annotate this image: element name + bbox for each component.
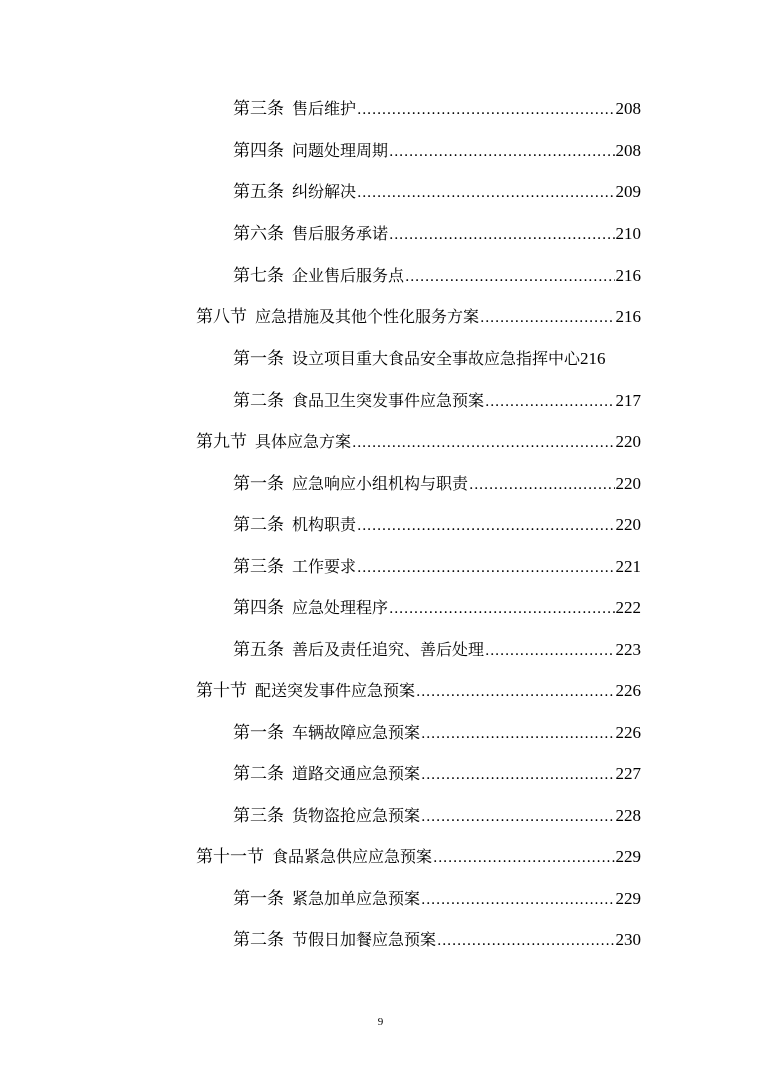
toc-entry-title: 配送突发事件应急预案 [255,681,416,700]
toc-leader-dots [421,722,614,745]
toc-entry-number: 第十一节 [196,847,264,867]
toc-leader-dots [421,888,614,911]
toc-entry[interactable] [233,513,641,537]
toc-entry-page: 229 [615,889,641,908]
toc-entry-title: 售后维护 [292,99,357,118]
toc-section-entry[interactable] [196,845,641,869]
toc-entry[interactable] [233,555,641,579]
toc-leader-dots [405,265,614,288]
toc-entry-number: 第十节 [196,681,247,701]
toc-entry[interactable] [233,721,641,745]
toc-entry-number: 第九节 [196,432,247,452]
toc-entry[interactable] [233,596,641,620]
toc-entry-number: 第三条 [233,806,284,826]
toc-entry-page: 227 [615,764,641,783]
toc-leader-dots [389,223,614,246]
toc-entry-page: 216 [615,307,641,326]
toc-leader-dots [469,473,614,496]
toc-leader-dots [421,805,614,828]
toc-leader-dots [389,597,614,620]
toc-entry-page: 220 [615,515,641,534]
toc-entry[interactable] [233,472,641,496]
toc-entry-title: 企业售后服务点 [292,266,405,285]
toc-entry-number: 第一条 [233,349,284,369]
toc-entry-number: 第五条 [233,640,284,660]
toc-leader-dots [485,390,614,413]
toc-entry-title: 纠纷解决 [292,182,357,201]
toc-entry-page: 228 [615,806,641,825]
toc-entry[interactable] [233,928,641,952]
toc-entry-page: 221 [615,557,641,576]
toc-entry-page: 217 [615,391,641,410]
toc-leader-dots [480,306,614,329]
toc-entry-title: 节假日加餐应急预案 [292,930,437,949]
toc-entry-page: 226 [615,681,641,700]
toc-entry-title: 道路交通应急预案 [292,764,421,783]
toc-entry-title: 车辆故障应急预案 [292,723,421,742]
toc-entry[interactable] [233,389,641,413]
toc-entry-title: 机构职责 [292,515,357,534]
toc-entry-number: 第三条 [233,557,284,577]
toc-entry-title: 应急措施及其他个性化服务方案 [255,307,480,326]
toc-section-entry[interactable] [196,305,641,329]
toc-entry-number: 第三条 [233,99,284,119]
toc-leader-dots [357,98,614,121]
toc-entry-number: 第二条 [233,764,284,784]
toc-entry-title: 工作要求 [292,557,357,576]
toc-entry-page: 208 [615,141,641,160]
toc-leader-dots [433,846,614,869]
toc-entry[interactable] [233,887,641,911]
toc-leader-dots [485,639,614,662]
toc-leader-dots [437,929,614,952]
toc-entry-page: 208 [615,99,641,118]
toc-entry[interactable] [233,139,641,163]
toc-entry-page: 223 [615,640,641,659]
toc-entry-number: 第二条 [233,930,284,950]
toc-entry-number: 第一条 [233,889,284,909]
toc-entry-title: 食品卫生突发事件应急预案 [292,391,485,410]
toc-section-entry[interactable] [196,679,641,703]
toc-entry-title: 具体应急方案 [255,432,352,451]
toc-entry-title: 善后及责任追究、善后处理 [292,640,485,659]
toc-leader-dots [357,181,614,204]
toc-entry-number: 第四条 [233,141,284,161]
toc-entry-page: 220 [615,474,641,493]
toc-entry-page: 209 [615,182,641,201]
toc-entry-number: 第二条 [233,391,284,411]
toc-entry-number: 第六条 [233,224,284,244]
toc-entry-title: 应急处理程序 [292,598,389,617]
toc-entry-number: 第五条 [233,182,284,202]
toc-entry-number: 第一条 [233,474,284,494]
page-number: 9 [377,1016,384,1028]
toc-entry-title: 食品紧急供应应急预案 [272,847,433,866]
toc-leader-dots [357,556,614,579]
toc-entry[interactable] [233,804,641,828]
toc-entry-page: 220 [615,432,641,451]
toc-entry-title: 设立项目重大食品安全事故应急指挥中心 [292,349,581,368]
toc-entry-title: 问题处理周期 [292,141,389,160]
toc-entry-number: 第二条 [233,515,284,535]
toc-entry-page: 222 [615,598,641,617]
toc-entry[interactable] [233,638,641,662]
toc-entry[interactable] [233,180,641,204]
toc-entry-title: 应急响应小组机构与职责 [292,474,469,493]
toc-entry-page: 230 [615,930,641,949]
toc-leader-dots [352,431,614,454]
toc-leader-dots [357,514,614,537]
toc-entry-title: 货物盗抢应急预案 [292,806,421,825]
toc-entry[interactable] [233,762,641,786]
toc-entry[interactable] [233,97,641,121]
toc-entry-page: 229 [615,847,641,866]
toc-entry[interactable] [233,222,641,246]
toc-entry-page: 216 [580,349,606,368]
toc-leader-dots [416,680,614,703]
toc-entry-title: 紧急加单应急预案 [292,889,421,908]
toc-entry-title: 售后服务承诺 [292,224,389,243]
toc-entry-page: 210 [615,224,641,243]
toc-entry-page: 226 [615,723,641,742]
toc-entry-number: 第一条 [233,723,284,743]
toc-leader-dots [389,140,614,163]
toc-entry-page: 216 [615,266,641,285]
toc-entry-number: 第七条 [233,266,284,286]
toc-entry[interactable] [233,347,663,371]
toc-section-entry[interactable] [196,430,641,454]
toc-entry-number: 第八节 [196,307,247,327]
toc-entry-number: 第四条 [233,598,284,618]
toc-leader-dots [421,763,614,786]
toc-entry[interactable] [233,264,641,288]
